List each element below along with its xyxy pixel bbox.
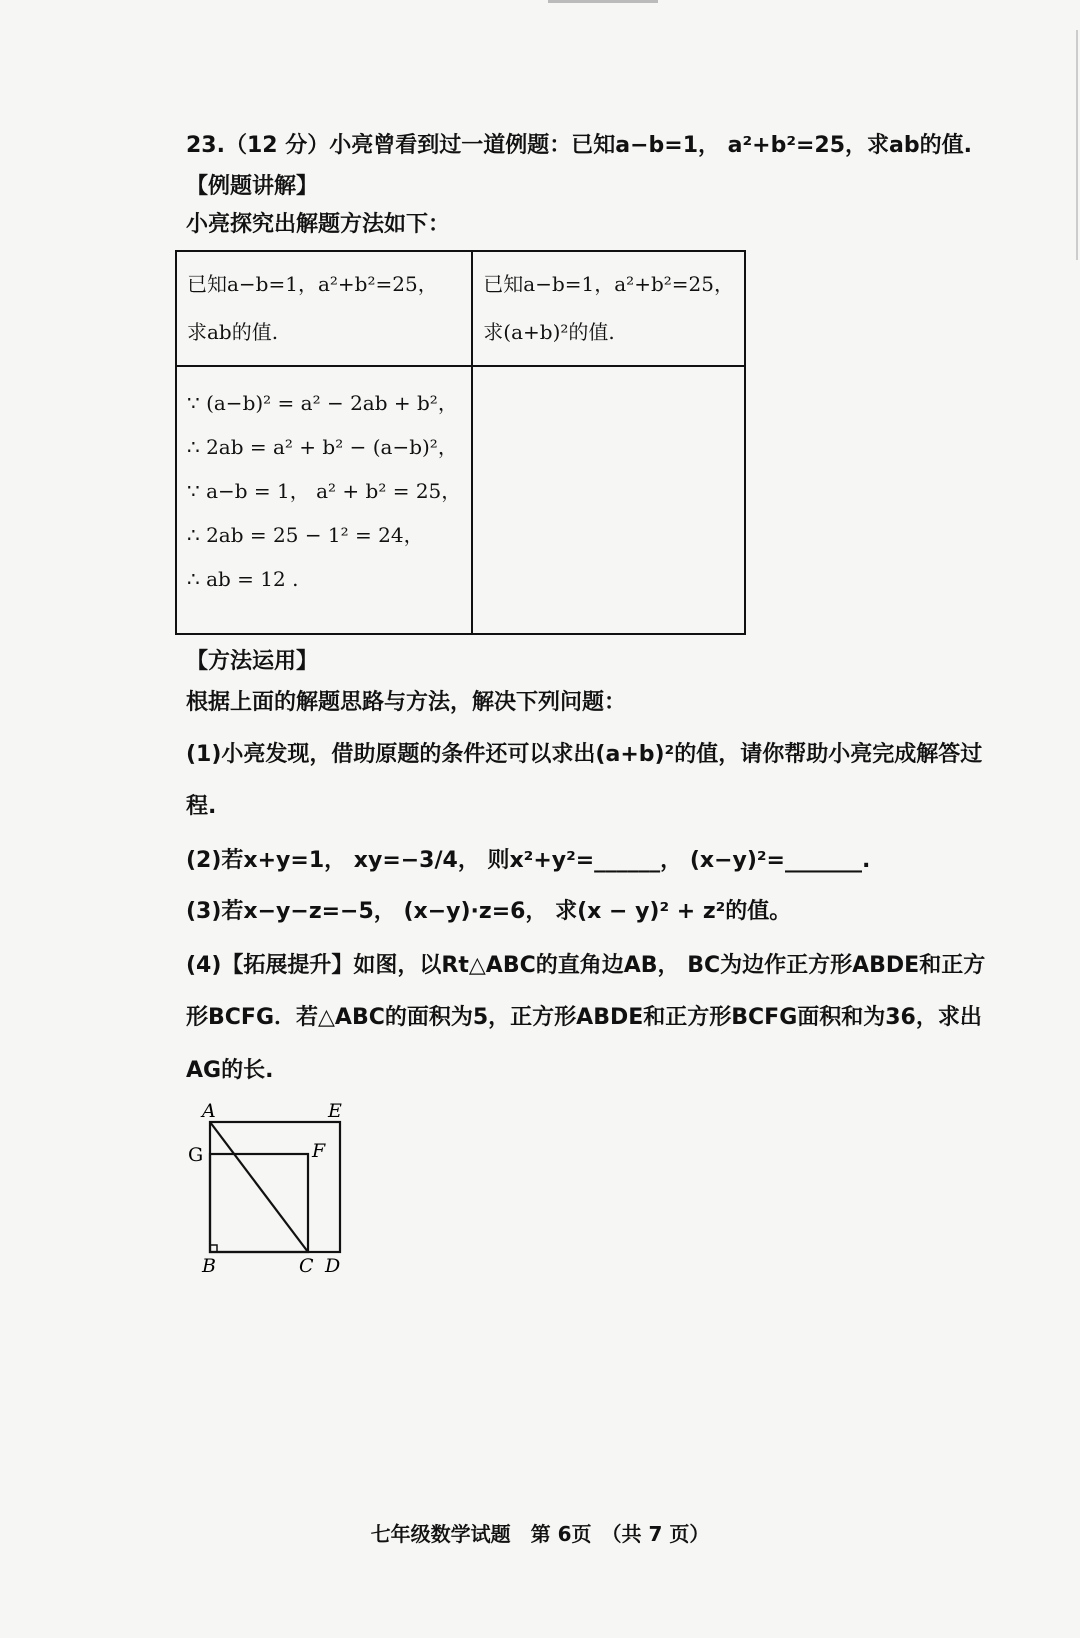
- label-f: F: [312, 1140, 326, 1162]
- square-bcfg: [210, 1154, 308, 1252]
- scan-edge: [1076, 30, 1078, 260]
- solution-step-1: ∵ (a−b)² = a² − 2ab + b²，: [187, 391, 458, 415]
- table-right-body-blank: [472, 366, 745, 634]
- intro-text: 小亮探究出解题方法如下：: [186, 212, 451, 237]
- label-a: A: [202, 1100, 216, 1122]
- label-c: C: [299, 1255, 314, 1277]
- right-head-line-2: 求(a+b)²的值.: [483, 320, 615, 344]
- method-table: [175, 250, 746, 635]
- problem-header: 23.（12 分）小亮曾看到过一道例题：已知a−b=1， a²+b²=25，求ab的值.: [186, 133, 972, 158]
- question-3: (3)若x−y−z=−5， (x−y)·z=6， 求(x − y)² + z²的值。: [186, 899, 792, 924]
- question-2: (2)若x+y=1， xy=−3/4， 则x²+y²=______， (x−y)²=_______.: [186, 848, 871, 873]
- method-intro: 根据上面的解题思路与方法，解决下列问题：: [186, 690, 627, 715]
- question-4-line-1: (4)【拓展提升】如图，以Rt△ABC的直角边AB， BC为边作正方形ABDE和正方: [186, 953, 986, 978]
- question-1-line-1: (1)小亮发现，借助原题的条件还可以求出(a+b)²的值，请你帮助小亮完成解答过: [186, 742, 983, 767]
- question-4-line-2: 形BCFG．若△ABC的面积为5，正方形ABDE和正方形BCFG面积和为36，求出: [186, 1005, 982, 1030]
- label-g: G: [188, 1144, 204, 1166]
- solution-step-4: ∴ 2ab = 25 − 1² = 24，: [187, 523, 424, 547]
- table-left-body: [176, 366, 472, 634]
- scan-mark: [548, 0, 658, 3]
- geometry-figure: [180, 1095, 360, 1285]
- page-footer: 七年级数学试题 第 6页 （共 7 页）: [370, 1522, 710, 1546]
- label-d: D: [325, 1255, 341, 1277]
- segment-ac: [210, 1122, 308, 1252]
- solution-step-5: ∴ ab = 12 .: [187, 567, 299, 591]
- table-left-head: [176, 251, 472, 366]
- table-right-head: [472, 251, 745, 366]
- left-head-line-1: 已知a−b=1，a²+b²=25，: [187, 272, 438, 296]
- question-4-line-3: AG的长.: [186, 1058, 274, 1083]
- solution-step-2: ∴ 2ab = a² + b² − (a−b)²，: [187, 435, 458, 459]
- right-head-line-1: 已知a−b=1，a²+b²=25，: [483, 272, 734, 296]
- label-e: E: [328, 1100, 342, 1122]
- left-head-line-2: 求ab的值.: [187, 320, 279, 344]
- question-1-line-2: 程.: [186, 794, 217, 819]
- solution-step-3: ∵ a−b = 1， a² + b² = 25，: [187, 479, 462, 503]
- label-b: B: [202, 1255, 216, 1277]
- section-example: 【例题讲解】: [186, 174, 319, 199]
- section-method: 【方法运用】: [186, 649, 319, 674]
